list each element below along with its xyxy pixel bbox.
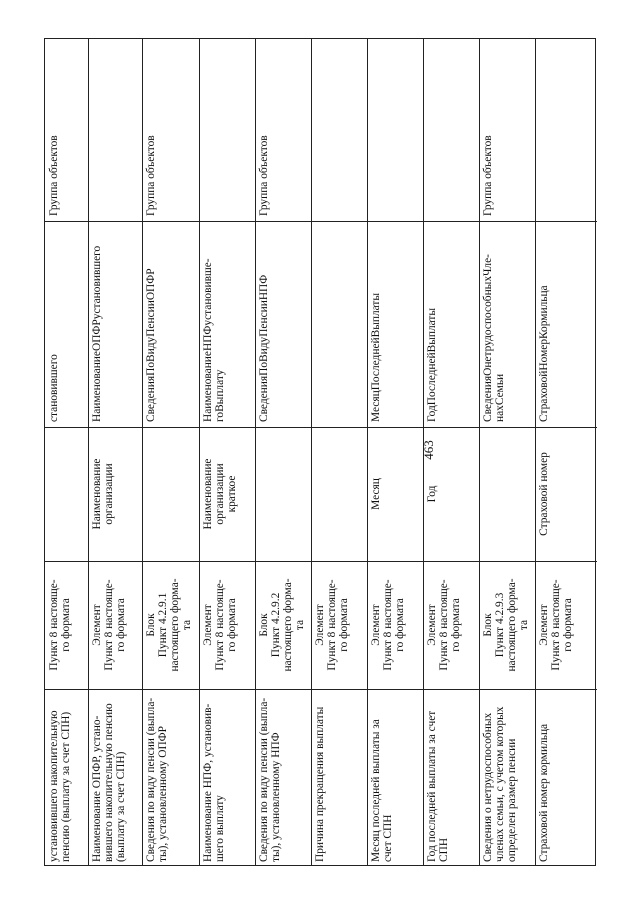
table-cell-name: Сведения о нетрудоспособных членах семьи, с учетом которых определен размер пенсии [482,706,518,862]
table-cell-type [88,39,142,221]
table-cell-type: Группа объектов [145,135,157,216]
table-cell-kind: Элемент Пункт 8 настояще- го формата [314,579,350,671]
table-cell-type: Группа объектов [258,135,270,216]
table-cell-desc: Наименование организации [91,458,115,530]
table-cell-kind: Пункт 8 настояще- го формата [48,579,72,671]
table-cell-tag: НаименованиеНПФустановивше- гоВыплату [202,258,226,422]
table-cell-type [367,39,423,221]
table-cell-kind: Элемент Пункт 8 настояще- го формата [426,579,462,671]
table-cell-kind: Блок Пункт 4.2.9.3 настоящего форма- та [482,578,530,672]
page-number: 463 [421,440,436,460]
table-cell-name: установившего накопительную пенсию (выплату за счет СПН) [48,710,72,862]
table-cell-tag: СведенияПоВидуПенсииНПФ [258,274,270,422]
table-cell-name: Страховой номер кормильца [538,723,550,862]
rotated-table [44,38,596,866]
table-cell-desc [479,427,535,561]
table-cell-tag: становившего [48,354,60,422]
table-cell-desc [311,427,367,561]
table-cell-type [423,39,479,221]
table-cell-type: Группа объектов [482,135,494,216]
table-cell-tag [311,221,367,427]
table-cell-kind: Блок Пункт 4.2.9.1 настоящего форма- та [145,578,193,672]
table-cell-kind: Элемент Пункт 8 настояще- го формата [202,579,238,671]
table-cell-type [311,39,367,221]
table-cell-type [199,39,255,221]
table-cell-desc [255,427,311,561]
table-cell-tag: СведенияПоВидуПенсииОПФР [145,268,157,422]
table-cell-name: Сведения по виду пенсии (выпла- ты), установленному ОПФР [145,697,169,862]
table-cell-desc [45,427,88,561]
table-cell-type [535,39,597,221]
table-cell-tag: НаименованиеОПФРустановившего [91,245,103,422]
table-cell-kind: Блок Пункт 4.2.9.2 настоящего форма- та [258,578,306,672]
table-cell-tag: МесяцПоследнейВыплаты [370,292,382,422]
table-cell-kind: Элемент Пункт 8 настояще- го формата [91,579,127,671]
table-cell-type: Группа объектов [48,135,60,216]
table-cell-desc: Наименование организации краткое [202,458,238,530]
table-cell-tag: СтраховойНомерКормильца [538,285,550,422]
table-cell-desc [142,427,199,561]
table-cell-name: Наименование НПФ, установив- шего выплату [202,703,226,862]
table-cell-desc: Месяц [370,478,382,510]
table-cell-tag: СведенияОнетрудоспособныхЧле- нахСемьи [482,254,506,422]
table-cell-desc: Страховой номер [538,452,550,536]
table-cell-desc: Год [426,485,438,503]
table-cell-name: Сведения по виду пенсии (выпла- ты), установленному НПФ [258,697,282,862]
table-cell-name: Причина прекращения выплаты [314,706,326,862]
table-cell-kind: Элемент Пункт 8 настояще- го формата [538,579,574,671]
table-cell-kind: Элемент Пункт 8 настояще- го формата [370,579,406,671]
table-cell-name: Наименование ОПФР, устано- вившего накопительную пенсию (выплату за счет СПН) [91,703,127,862]
table-cell-name: Год последней выплаты за счет СПН [426,710,450,862]
table-cell-tag: ГодПоследнейВыплаты [426,307,438,422]
table-cell-name: Месяц последней выплаты за счет СПН [370,719,394,862]
